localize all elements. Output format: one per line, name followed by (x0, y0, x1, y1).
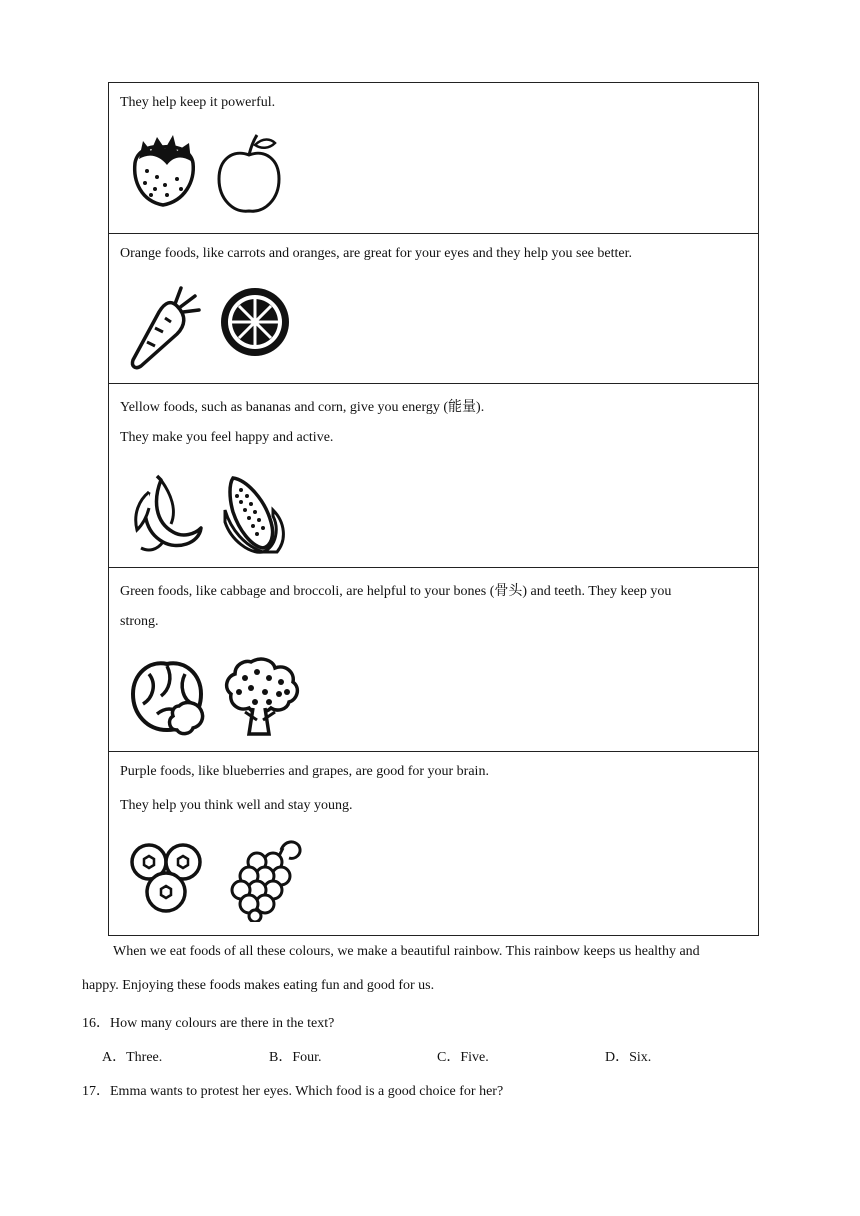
food-colour-table (108, 82, 759, 936)
question-number: 16． (82, 1016, 110, 1031)
orange-slice-icon (217, 282, 293, 362)
option-b[interactable] (269, 1046, 322, 1066)
table-row-orange (109, 233, 758, 383)
option-text: Five. (460, 1050, 489, 1065)
question-text: Emma wants to protest her eyes. Which food is a good choice for her? (110, 1084, 504, 1099)
cabbage-icon (127, 654, 207, 738)
row-text-line: Purple foods, like blueberries and grapes, are good for your brain. (120, 764, 489, 779)
option-text: Four. (292, 1050, 322, 1065)
table-row-purple (109, 751, 758, 935)
table-row-green (109, 567, 758, 751)
broccoli-icon (221, 654, 301, 740)
carrot-icon (127, 282, 203, 372)
option-d[interactable] (605, 1046, 651, 1066)
row-text-line: They help you think well and stay young. (120, 798, 353, 813)
question-17 (82, 1080, 503, 1100)
summary-paragraph-line: When we eat foods of all these colours, we make a beautiful rainbow. This rainbow keeps us healthy and (113, 944, 700, 959)
question-16 (82, 1012, 334, 1032)
option-letter: D． (605, 1050, 630, 1065)
option-text: Three. (126, 1050, 163, 1065)
blueberries-icon (127, 836, 207, 918)
row-text-line: Green foods, like cabbage and broccoli, are helpful to your bones (骨头) and teeth. They keep you (120, 584, 672, 599)
row-text-line: They make you feel happy and active. (120, 430, 334, 445)
option-letter: A． (102, 1050, 127, 1065)
option-letter: C． (437, 1050, 461, 1065)
row-text-line: Orange foods, like carrots and oranges, are great for your eyes and they help you see better. (120, 246, 632, 261)
question-text: How many colours are there in the text? (110, 1016, 335, 1031)
banana-icon (127, 470, 207, 554)
option-text: Six. (629, 1050, 652, 1065)
grapes-icon (221, 836, 307, 922)
option-a[interactable] (102, 1046, 162, 1066)
table-row-red (109, 83, 758, 233)
row-text-line: They help keep it powerful. (120, 95, 276, 110)
row-text-line: strong. (120, 614, 159, 629)
option-letter: B． (269, 1050, 293, 1065)
apple-icon (213, 131, 285, 217)
option-c[interactable] (437, 1046, 489, 1066)
summary-paragraph-line: happy. Enjoying these foods makes eating fun and good for us. (82, 978, 435, 993)
row-text-line: Yellow foods, such as bananas and corn, give you energy (能量). (120, 400, 485, 415)
strawberry-icon (127, 131, 199, 211)
table-row-yellow (109, 383, 758, 567)
question-number: 17． (82, 1084, 110, 1099)
corn-icon (221, 470, 293, 556)
